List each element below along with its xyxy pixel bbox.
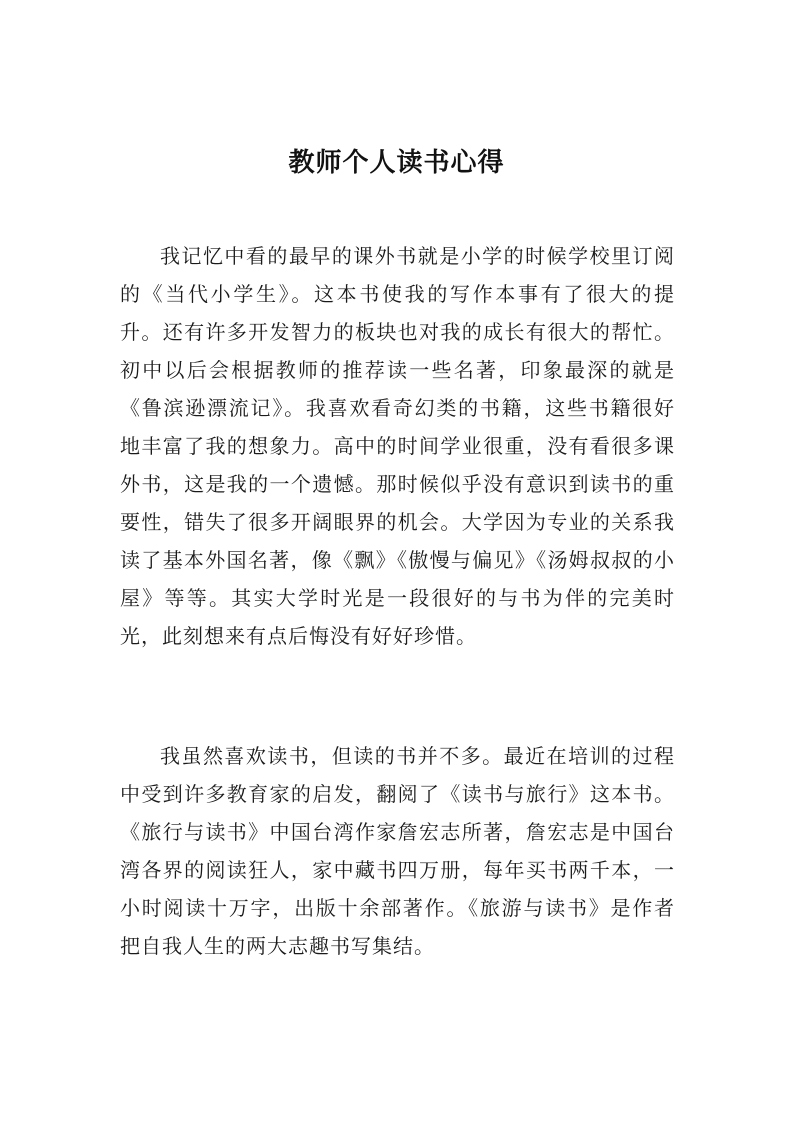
paragraph-1: 我记忆中看的最早的课外书就是小学的时候学校里订阅的《当代小学生》。这本书使我的写作本事有了很大的提升。还有许多开发智力的板块也对我的成长有很大的帮忙。初中以后会根据教师的推荐读一些名著，印象最深的就是《鲁滨逊漂流记》。我喜欢看奇幻类的书籍，这些书籍很好地丰富了我的想象力。高中的时间学业很重，没有看很多课外书，这是我的一个遗憾。那时候似乎没有意识到读书的重要性，错失了很多开阔眼界的机会。大学因为专业的关系我读了基本外国名著，像《飘》《傲慢与偏见》《汤姆叔叔的小屋》等等。其实大学时光是一段很好的与书为伴的完美时光，此刻想来有点后悔没有好好珍惜。 — [120, 244, 675, 648]
page-title: 教师个人读书心得 — [288, 148, 505, 179]
paragraph-2: 我虽然喜欢读书，但读的书并不多。最近在培训的过程中受到许多教育家的启发，翻阅了《读书与旅行》这本书。《旅行与读书》中国台湾作家詹宏志所著，詹宏志是中国台湾各界的阅读狂人，家中藏书四万册，每年买书两千本，一小时阅读十万字，出版十余部著作。《旅游与读书》是作者把自我人生的两大志趣书写集结。 — [120, 744, 675, 958]
